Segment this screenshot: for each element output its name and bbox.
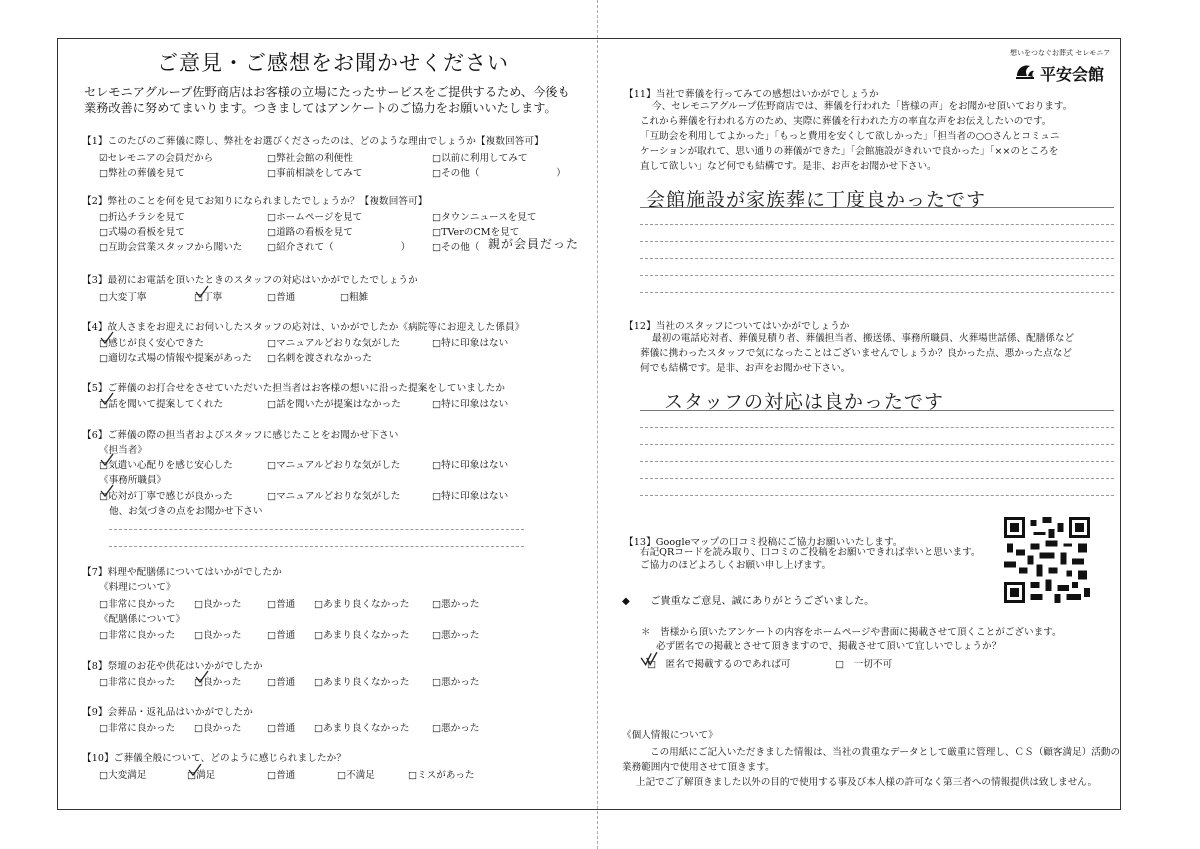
check-mark-icon [99, 392, 115, 406]
q1-option[interactable]: □事前相談をしてみて [267, 168, 363, 179]
q10-option[interactable]: □大変満足 [99, 770, 147, 781]
q11-body-line: 「互助会を利用してよかった」「もっと費用を安くして欲しかった」「担当者の○○さんとコミュニ [640, 131, 1060, 142]
q9-option[interactable]: □あまり良くなかった [314, 723, 410, 734]
q10-option[interactable]: □不満足 [337, 770, 375, 781]
q1-option[interactable]: □弊社の葬儀を見て [99, 168, 185, 179]
q1-option[interactable]: □以前に利用してみて [432, 153, 528, 164]
q12-handwritten-answer: スタッフの対応は良かったです [664, 391, 945, 413]
q8-option[interactable]: □普通 [267, 677, 296, 688]
answer-line[interactable] [640, 495, 1114, 496]
q2-option[interactable]: □道路の看板を見て [267, 227, 353, 238]
q8-option[interactable]: □良かった [194, 677, 242, 688]
answer-line[interactable] [640, 427, 1114, 428]
q3-option[interactable]: □粗雑 [340, 292, 369, 303]
q7-option[interactable]: □普通 [267, 630, 296, 641]
q12-body-line: 葬儀に携わったスタッフで気になったことはございませんでしょうか？良かった点、悪かった点など [640, 348, 1072, 359]
q9-option[interactable]: □普通 [267, 723, 296, 734]
check-mark-icon [99, 453, 115, 467]
answer-line[interactable] [640, 241, 1114, 242]
q11-question: 【11】当社で葬儀を行ってみての感想はいかがでしょうか [624, 89, 879, 100]
q7-question: 【7】料理や配膳係についてはいかがでしたか [82, 567, 282, 578]
answer-line[interactable] [640, 478, 1114, 479]
q2-handwritten-answer: 親が会員だった [488, 237, 580, 251]
q7-option[interactable]: □あまり良くなかった [314, 630, 410, 641]
q2-option[interactable]: □ホームページを見て [267, 212, 363, 223]
q6-option[interactable]: □特に印象はない [432, 491, 509, 502]
answer-line[interactable] [640, 258, 1114, 259]
logo-icon [1014, 62, 1036, 82]
q10-option[interactable]: □満足 [187, 770, 216, 781]
intro-line-1: セレモニアグループ佐野商店はお客様の立場にたったサービスをご提供するため、今後も [84, 85, 570, 99]
q11-body-line: ケーションが取れて、思い通りの葬儀ができた」「会館施設がきれいで良かった」「××のところを [640, 146, 1059, 157]
q11-body-line: これから葬儀を行われる方のため、実際に葬儀を行われた方の率直な声をお伝えしたいのです。 [640, 116, 1052, 127]
answer-line[interactable] [640, 410, 1114, 411]
q3-question: 【3】最初にお電話を頂いたときのスタッフの対応はいかがでしたでしょうか [82, 275, 418, 286]
q6-option[interactable]: □特に印象はない [432, 460, 509, 471]
q4-option[interactable]: □感じが良く安心できた [99, 338, 205, 349]
q11-handwritten-answer: 会館施設が家族葬に丁度良かったです [646, 189, 987, 211]
q11-body-line: 直して欲しい」など何でも結構です。是非、お声をお聞かせ下さい。 [640, 161, 937, 172]
publish-option-refuse[interactable]: □ 一切不可 [835, 659, 893, 670]
q7-option[interactable]: □非常に良かった [99, 599, 176, 610]
q12-body-line: 何でも結構です。是非、お声をお聞かせ下さい。 [640, 363, 851, 374]
q1-question: 【1】このたびのご葬儀に際し、弊社をお選びくださったのは、どのような理由でしょうか【複数回答可】 [82, 136, 544, 147]
q4-option[interactable]: □適切な式場の情報や提案があった [99, 353, 252, 364]
q7-subheading-server: 《配膳係について》 [99, 614, 186, 625]
q5-option[interactable]: □話を聞いて提案してくれた [99, 399, 224, 410]
q8-option[interactable]: □非常に良かった [99, 677, 176, 688]
q2-option[interactable]: □折込チラシを見て [99, 212, 185, 223]
privacy-body-line: この用紙にご記入いただきました情報は、当社の貴重なデータとして厳重に管理し、ＣＳ（顧客満足）活動の [650, 747, 1121, 758]
q6-option[interactable]: □マニュアルどおりな気がした [267, 491, 401, 502]
q13-body-line: ご協力のほどよろしくお願い申し上げます。 [640, 560, 832, 571]
q2-option[interactable]: □式場の看板を見て [99, 227, 185, 238]
q1-option[interactable]: ☑セレモニアの会員だから [99, 153, 214, 164]
logo-name: 平安会館 [1040, 65, 1105, 84]
q8-question: 【8】祭壇のお花や供花はいかがでしたか [82, 661, 263, 672]
q12-question: 【12】当社のスタッフについてはいかがでしょうか [624, 321, 850, 332]
q13-question: 【13】Googleマップの口コミ投稿にご協力お願いいたします。 [624, 537, 903, 548]
q3-option[interactable]: □丁寧 [194, 292, 223, 303]
q7-option[interactable]: □普通 [267, 599, 296, 610]
q11-body-line: 今、セレモニアグループ佐野商店では、葬儀を行われた「皆様の声」をお聞かせ頂いております。 [652, 101, 1073, 112]
privacy-body-line: 業務範囲内で使用させて頂きます。 [622, 762, 775, 773]
qr-code-icon[interactable] [1004, 516, 1090, 604]
answer-line[interactable] [640, 275, 1114, 276]
privacy-body-line: 上記でご了解頂きました以外の目的で使用する事及び本人様の許可なく第三者への情報提供は致しません。 [636, 777, 1098, 788]
check-mark-icon [194, 670, 210, 684]
privacy-title: 《個人情報について》 [622, 730, 718, 741]
q7-subheading-food: 《料理について》 [99, 582, 176, 593]
q7-option[interactable]: □悪かった [432, 599, 480, 610]
q9-option[interactable]: □悪かった [432, 723, 480, 734]
q7-option[interactable]: □非常に良かった [99, 630, 176, 641]
q2-option[interactable]: □タウンニュースを見て [432, 212, 537, 223]
answer-line[interactable] [640, 292, 1114, 293]
check-mark-icon [99, 484, 115, 498]
q1-option[interactable]: □弊社会館の利便性 [267, 153, 353, 164]
q4-option[interactable]: □特に印象はない [432, 338, 509, 349]
q2-option[interactable]: □紹介されて（ ） [267, 242, 411, 253]
q13-body-line: 右記QRコードを読み取り、口コミのご投稿をお願いできれば幸いと思います。 [640, 547, 981, 558]
answer-line[interactable] [109, 546, 524, 547]
q6-question: 【6】ご葬儀の際の担当者およびスタッフに感じたことをお聞かせ下さい [82, 430, 399, 441]
answer-line[interactable] [640, 461, 1114, 462]
q10-option[interactable]: □普通 [267, 770, 296, 781]
q8-option[interactable]: □悪かった [432, 677, 480, 688]
q4-option[interactable]: □マニュアルどおりな気がした [267, 338, 401, 349]
thanks-message: ◆ ご貴重なご意見、誠にありがとうございました。 [622, 596, 875, 607]
logo-tagline: 想いをつなぐお葬式 セレモニア [1010, 49, 1111, 57]
q6-subheading-staff: 《担当者》 [99, 445, 147, 456]
q10-question: 【10】ご葬儀全般について、どのように感じられましたか？ [82, 753, 347, 764]
page-fold [597, 0, 598, 849]
q2-option[interactable]: □互助会営業スタッフから聞いた [99, 242, 243, 253]
q6-option[interactable]: □気遣い心配りを感じ安心した [99, 460, 233, 471]
q9-question: 【9】会葬品・返礼品はいかがでしたか [82, 707, 253, 718]
q6-subheading-office: 《事務所職員》 [99, 475, 167, 486]
publish-notice-line-2: 必ず匿名での掲載とさせて頂きますので、掲載させて頂いて宜しいでしょうか？ [656, 641, 1002, 652]
q2-option[interactable]: □TVerのCMを見て [432, 227, 520, 238]
q9-option[interactable]: □非常に良かった [99, 723, 176, 734]
q7-option[interactable]: □良かった [194, 599, 242, 610]
q4-option[interactable]: □名刺を渡されなかった [267, 353, 373, 364]
q5-option[interactable]: □話を聞いたが提案はなかった [267, 399, 401, 410]
q10-option[interactable]: □ミスがあった [408, 770, 475, 781]
q7-option[interactable]: □良かった [194, 630, 242, 641]
q2-question: 【2】弊社のことを何を見てお知りになられましたでしょうか？【複数回答可】 [82, 196, 428, 207]
publish-notice-line-1: ＊ 皆様から頂いたアンケートの内容をホームページや書面に掲載させて頂くことがございます。 [641, 627, 1062, 638]
q12-body-line: 最初の電話応対者、葬儀見積り者、葬儀担当者、搬送係、事務所職員、火葬場世話係、配膳係など [652, 333, 1075, 344]
q3-option[interactable]: □普通 [267, 292, 296, 303]
page-title: ご意見・ご感想をお聞かせください [157, 51, 509, 75]
q9-option[interactable]: □良かった [194, 723, 242, 734]
q7-option[interactable]: □悪かった [432, 630, 480, 641]
q6-option[interactable]: □マニュアルどおりな気がした [267, 460, 401, 471]
check-mark-icon [640, 651, 658, 667]
answer-line[interactable] [109, 529, 524, 530]
q6-option[interactable]: □応対が丁寧で感じが良かった [99, 491, 233, 502]
q6-other-prompt: 他、お気づきの点をお聞かせ下さい [109, 506, 263, 517]
check-mark-icon [194, 285, 210, 299]
q5-question: 【5】ご葬儀のお打合せをさせていただいた担当者はお客様の想いに沿った提案をしていましたか [82, 383, 506, 394]
check-mark-icon [187, 763, 203, 777]
answer-line[interactable] [640, 444, 1114, 445]
q1-option[interactable]: □その他（ ） [432, 168, 566, 179]
check-mark-icon [99, 331, 115, 345]
q4-question: 【4】故人さまをお迎えにお伺いしたスタッフの応対は、いかがでしたか《病院等にお迎えした係員》 [82, 322, 525, 333]
intro-line-2: 業務改善に努めてまいります。つきましてはアンケートのご協力をお願いいたします。 [84, 101, 557, 115]
answer-line[interactable] [640, 224, 1114, 225]
publish-option-anonymous[interactable]: □ 匿名で掲載するのであれば可 [647, 659, 791, 670]
q7-option[interactable]: □あまり良くなかった [314, 599, 410, 610]
q8-option[interactable]: □あまり良くなかった [314, 677, 410, 688]
answer-line[interactable] [640, 207, 1114, 208]
q3-option[interactable]: □大変丁寧 [99, 292, 147, 303]
q2-option[interactable]: □その他（ [432, 242, 480, 253]
q5-option[interactable]: □特に印象はない [432, 399, 509, 410]
